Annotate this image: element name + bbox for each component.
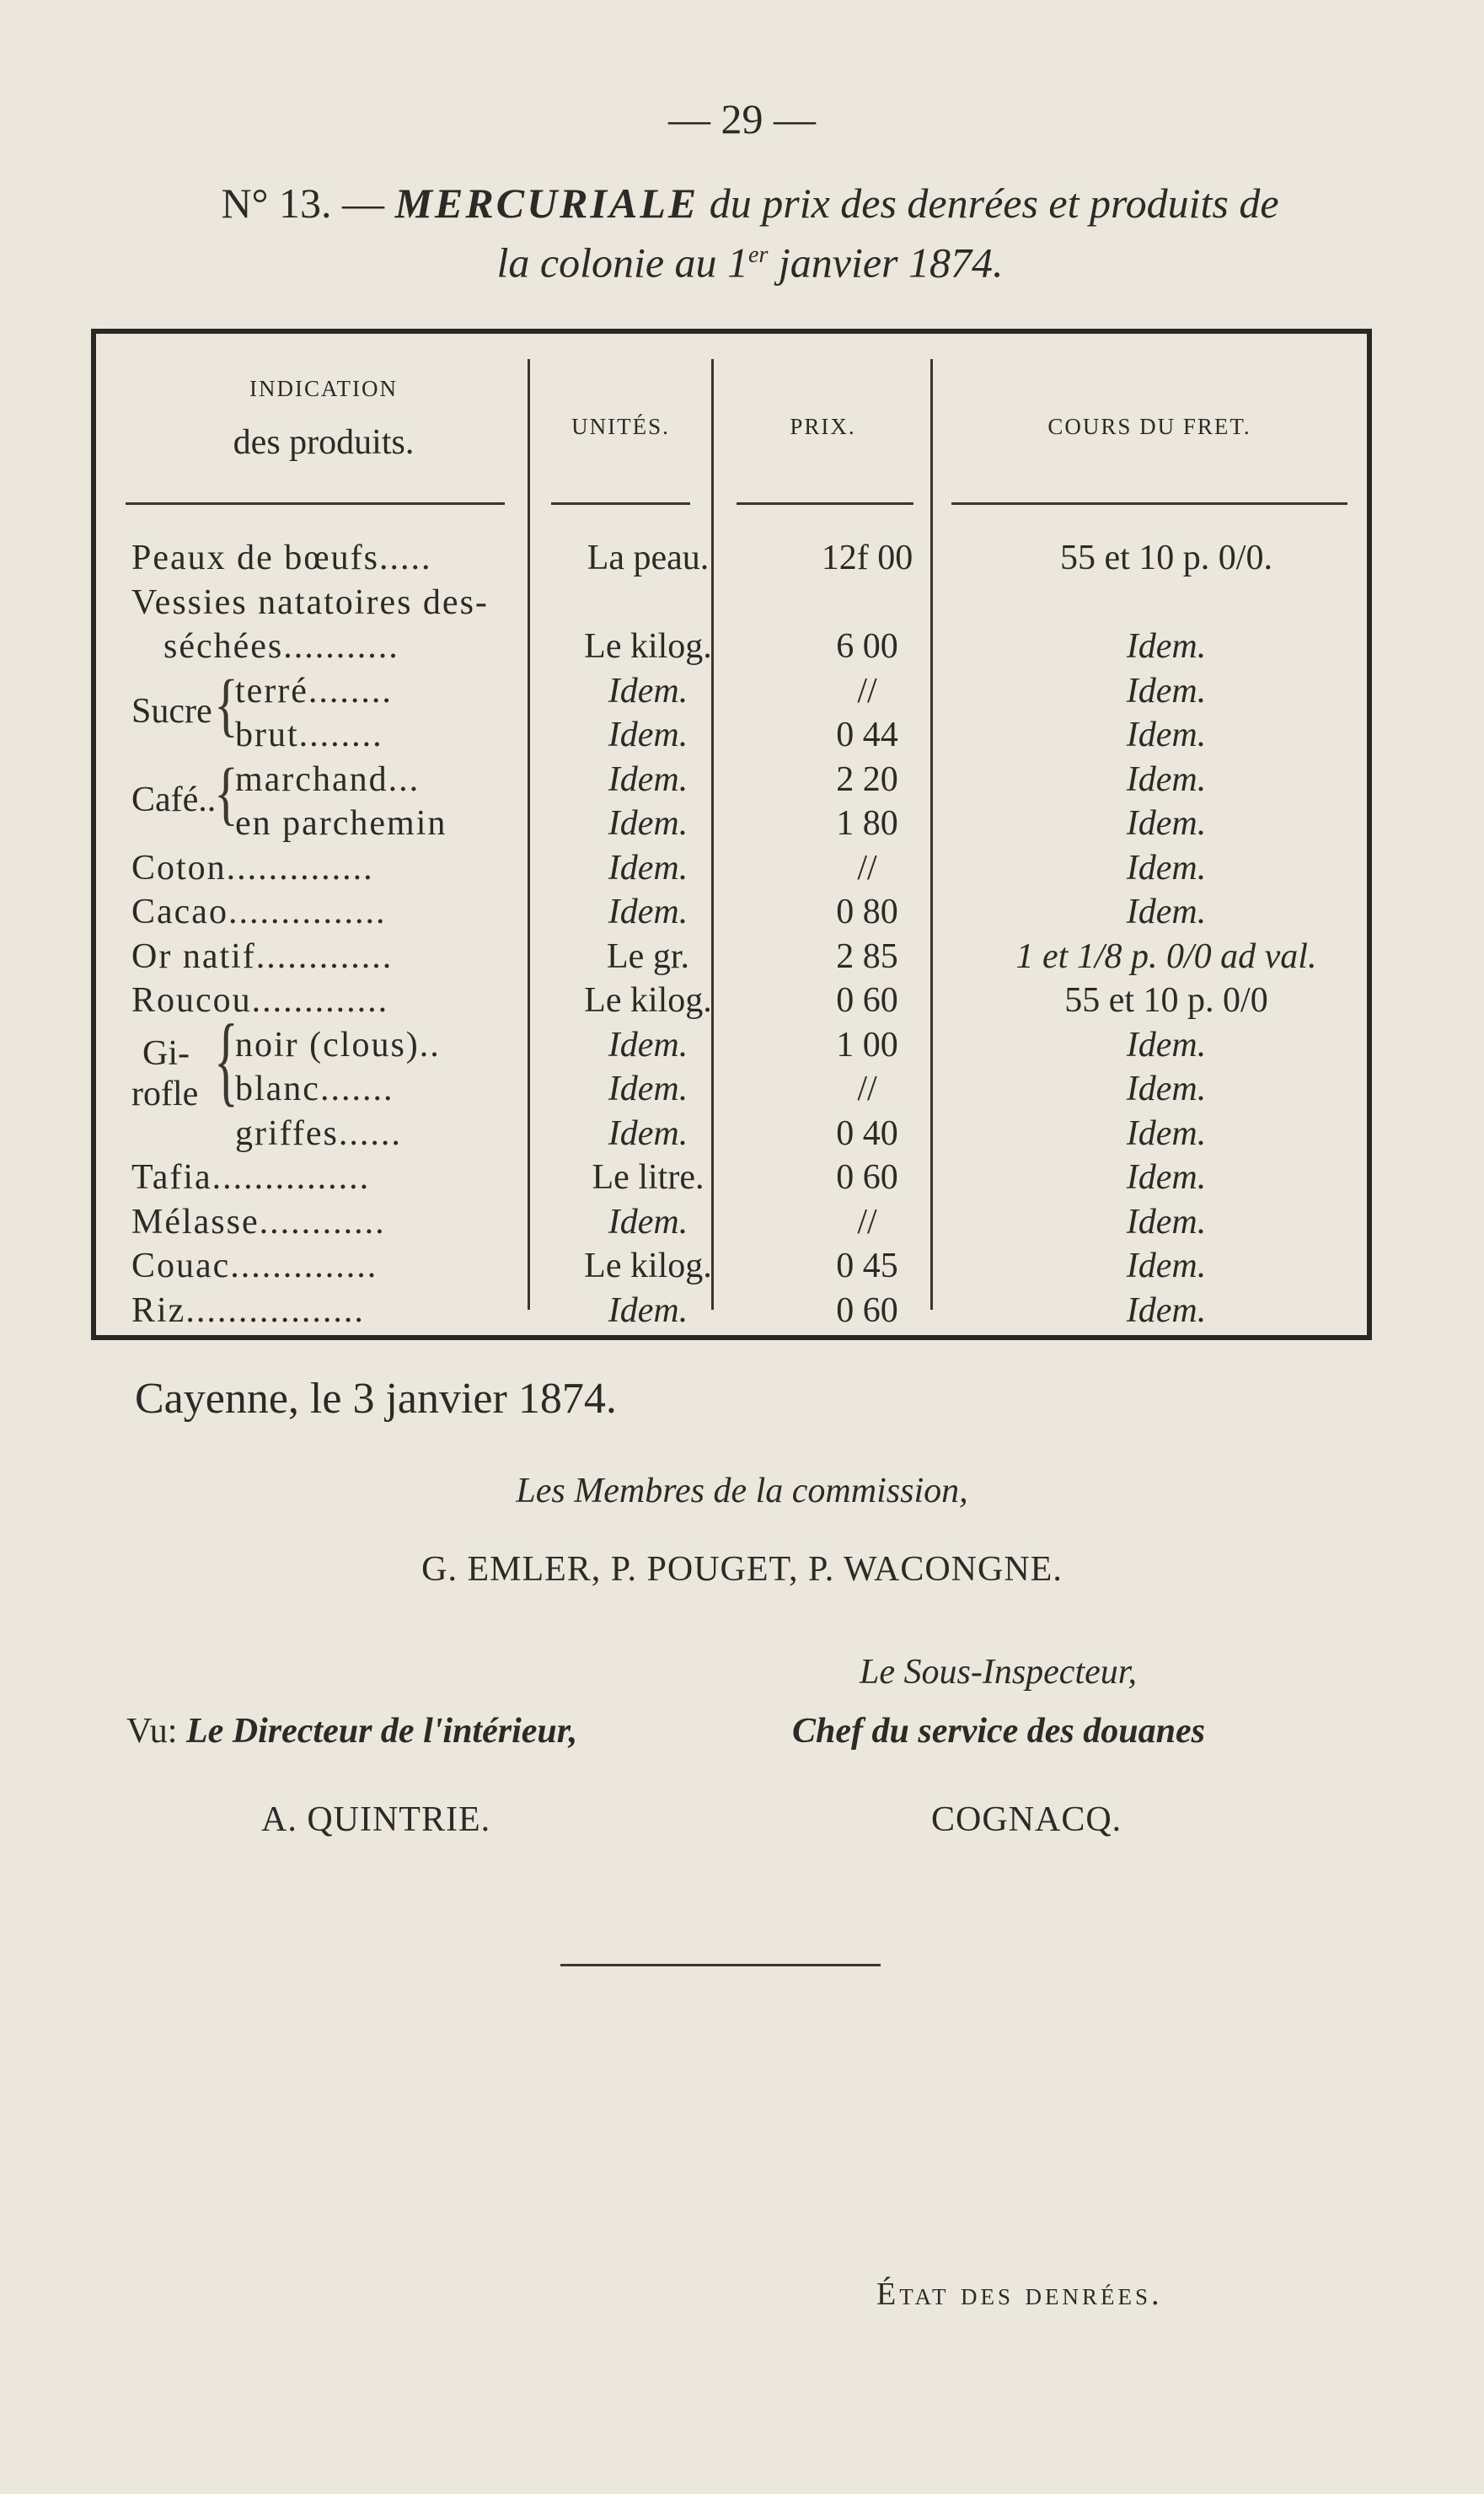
title-line1-rest: du prix des denrées et produits de xyxy=(709,180,1279,227)
table-row xyxy=(96,1112,1367,1156)
product-name: terré........ xyxy=(235,671,393,711)
table-row xyxy=(96,581,1367,625)
freight-cell: 55 et 10 p. 0/0 xyxy=(1064,981,1268,1020)
brace-icon: { xyxy=(214,1004,238,1115)
product-name: blanc....... xyxy=(235,1070,394,1108)
price-cell: 0 44 xyxy=(836,716,898,754)
title-number: N° 13. — xyxy=(221,180,385,227)
table-row xyxy=(96,625,1367,668)
product-name: Roucou............. xyxy=(131,981,389,1020)
table-row xyxy=(96,1244,1367,1288)
unit-cell: Idem. xyxy=(608,1025,688,1065)
brace-icon: { xyxy=(214,665,238,743)
title-line2-pre: la colonie au 1 xyxy=(496,239,749,287)
product-name: Peaux de bœufs..... xyxy=(131,539,432,577)
table-row xyxy=(96,1200,1367,1244)
page-title xyxy=(118,177,1382,289)
table-row xyxy=(96,979,1367,1022)
table-row xyxy=(96,802,1367,845)
table-row xyxy=(96,713,1367,757)
unit-cell: Le kilog. xyxy=(584,1247,712,1285)
price-cell: 0 60 xyxy=(836,1290,898,1330)
unit-cell: La peau. xyxy=(587,539,710,577)
freight-cell: Idem. xyxy=(1126,1290,1207,1330)
price-cell: 2 85 xyxy=(836,936,898,976)
unit-cell: Le kilog. xyxy=(584,627,712,666)
freight-cell: Idem. xyxy=(1126,671,1207,711)
unit-cell: Le gr. xyxy=(607,936,689,976)
members-label: Les Membres de la commission, xyxy=(516,1472,968,1510)
price-cell: 6 00 xyxy=(836,627,898,666)
freight-cell: Idem. xyxy=(1126,1025,1207,1065)
price-cell: // xyxy=(857,671,877,711)
unit-cell: Idem. xyxy=(608,1070,688,1108)
table-row xyxy=(96,1289,1367,1333)
product-name: en parchemin xyxy=(235,804,447,843)
table-row xyxy=(96,758,1367,802)
title-line2-sup: er xyxy=(748,242,769,268)
brace-icon: { xyxy=(214,754,238,832)
members-names: G. EMLER, P. POUGET, P. WACONGNE. xyxy=(421,1550,1063,1589)
unit-cell: Idem. xyxy=(608,671,688,711)
header-rule xyxy=(126,502,505,505)
price-cell: 1 00 xyxy=(836,1025,898,1065)
unit-cell: Idem. xyxy=(608,848,688,888)
title-line2-post: janvier 1874. xyxy=(778,239,1004,287)
header-fret: COURS DU FRET. xyxy=(1047,414,1251,439)
directeur-label: Le Directeur de l'intérieur, xyxy=(185,1712,578,1751)
product-name: Vessies natatoires des- xyxy=(131,582,489,622)
price-cell: 2 20 xyxy=(836,759,898,799)
vu-tag: Vu: xyxy=(126,1712,178,1751)
table-row xyxy=(96,846,1367,890)
unit-cell: Le litre. xyxy=(592,1158,704,1197)
price-cell: 0 60 xyxy=(836,981,898,1020)
vu-directeur xyxy=(126,1711,577,1751)
freight-cell: Idem. xyxy=(1126,627,1207,666)
signature-cognacq: COGNACQ. xyxy=(931,1800,1122,1839)
product-name: Cacao............... xyxy=(131,893,387,931)
mercuriale-table xyxy=(91,329,1372,1340)
header-rule xyxy=(737,502,913,505)
price-cell: 1 80 xyxy=(836,804,898,843)
freight-cell: Idem. xyxy=(1126,759,1207,799)
header-rule xyxy=(951,502,1347,505)
catchword: État des denrées. xyxy=(876,2277,1163,2312)
chef-douanes-label: Chef du service des douanes xyxy=(792,1712,1205,1751)
product-name: marchand... xyxy=(235,759,421,799)
table-row xyxy=(96,1156,1367,1199)
freight-cell: Idem. xyxy=(1126,804,1207,843)
unit-cell: Idem. xyxy=(608,804,688,843)
price-cell: // xyxy=(857,848,877,888)
table-row xyxy=(96,1023,1367,1067)
product-name: noir (clous).. xyxy=(235,1025,441,1065)
product-name: Riz................. xyxy=(131,1290,365,1330)
price-cell: // xyxy=(857,1202,877,1242)
group-label-sucre: Sucre xyxy=(131,691,212,731)
sous-inspecteur-label: Le Sous-Inspecteur, xyxy=(860,1653,1137,1692)
unit-cell: Idem. xyxy=(608,1113,688,1153)
price-cell: 0 80 xyxy=(836,893,898,931)
price-cell: 12f 00 xyxy=(821,539,913,577)
freight-cell: Idem. xyxy=(1126,716,1207,754)
price-cell: 0 45 xyxy=(836,1247,898,1285)
freight-cell: Idem. xyxy=(1126,893,1207,931)
freight-cell: Idem. xyxy=(1126,848,1207,888)
freight-cell: Idem. xyxy=(1126,1202,1207,1242)
end-rule xyxy=(560,1964,881,1966)
unit-cell: Idem. xyxy=(608,716,688,754)
product-name: Couac.............. xyxy=(131,1247,378,1285)
header-des-produits: des produits. xyxy=(233,423,415,462)
freight-cell: 1 et 1/8 p. 0/0 ad val. xyxy=(1015,936,1317,976)
table-row xyxy=(96,536,1367,580)
header-unites: UNITÉS. xyxy=(571,414,670,439)
table-row xyxy=(96,669,1367,713)
group-label-cafe: Café.. xyxy=(131,780,217,819)
table-row xyxy=(96,890,1367,934)
signature-quintrie: A. QUINTRIE. xyxy=(261,1800,491,1839)
freight-cell: Idem. xyxy=(1126,1070,1207,1108)
product-name: Mélasse............ xyxy=(131,1202,386,1242)
freight-cell: Idem. xyxy=(1126,1247,1207,1285)
title-caps: MERCURIALE xyxy=(394,180,699,227)
product-name: séchées........... xyxy=(163,627,399,666)
product-name: Tafia............... xyxy=(131,1158,371,1197)
header-rule xyxy=(551,502,690,505)
product-name: Coton.............. xyxy=(131,848,374,888)
table-row xyxy=(96,1067,1367,1111)
date-line: Cayenne, le 3 janvier 1874. xyxy=(135,1375,617,1423)
product-name: Or natif............. xyxy=(131,936,394,976)
header-indication: INDICATION xyxy=(249,376,398,401)
header-prix: PRIX. xyxy=(790,414,856,439)
page-number: — 29 — xyxy=(668,95,816,142)
unit-cell: Idem. xyxy=(608,893,688,931)
unit-cell: Idem. xyxy=(608,1202,688,1242)
price-cell: 0 60 xyxy=(836,1158,898,1197)
group-label-girofle-2: rofle xyxy=(131,1074,199,1113)
freight-cell: Idem. xyxy=(1126,1113,1207,1153)
price-cell: 0 40 xyxy=(836,1113,898,1153)
table-row xyxy=(96,935,1367,979)
unit-cell: Le kilog. xyxy=(584,981,712,1020)
unit-cell: Idem. xyxy=(608,1290,688,1330)
group-label-girofle-1: Gi- xyxy=(142,1033,190,1073)
product-name: griffes...... xyxy=(235,1113,402,1153)
product-name: brut........ xyxy=(235,716,383,754)
freight-cell: 55 et 10 p. 0/0. xyxy=(1060,539,1272,577)
price-cell: // xyxy=(857,1070,877,1108)
freight-cell: Idem. xyxy=(1126,1158,1207,1197)
unit-cell: Idem. xyxy=(608,759,688,799)
